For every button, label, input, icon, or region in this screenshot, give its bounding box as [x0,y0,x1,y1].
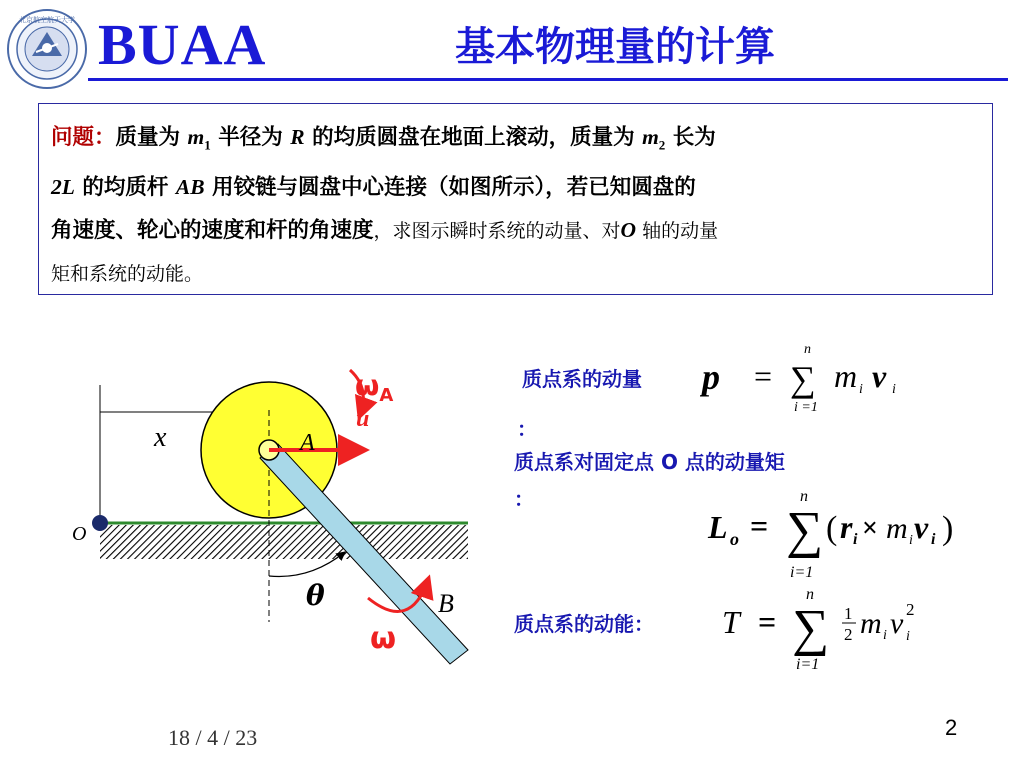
svg-text:i: i [909,533,913,548]
svg-text:L: L [708,509,728,545]
svg-text:(: ( [826,510,838,547]
problem-line-2: 2L 的均质杆 AB 用铰链与圆盘中心连接（如图所示），若已知圆盘的 [51,175,696,201]
svg-text:=: = [750,508,769,544]
formula-block [700,335,960,685]
svg-text:i: i [931,531,936,548]
svg-text:∑: ∑ [790,359,816,399]
svg-text:): ) [942,510,954,547]
svg-text:=: = [754,358,773,394]
momentum-colon: ： [517,417,537,441]
label-u: u [356,406,370,432]
svg-text:2: 2 [844,625,853,644]
svg-text:v: v [872,358,887,394]
label-omega: ω [370,621,397,656]
slide-title: 基本物理量的计算 [455,24,775,70]
svg-text:r: r [840,509,853,545]
label-b: B [438,589,454,618]
svg-text:i: i [892,382,896,397]
svg-text:m: m [834,358,858,394]
svg-text:∑: ∑ [792,600,830,657]
svg-text:T: T [722,604,740,640]
label-a: A [300,430,315,456]
svg-text:i: i [853,531,858,548]
momentum-label: 质点系的动量 [522,367,642,391]
label-theta: θ [306,579,325,612]
angular-momentum-colon: ： [514,487,534,511]
svg-text:n: n [800,488,808,505]
label-o: O [72,523,87,545]
svg-text:v: v [890,607,904,640]
label-x: x [154,422,167,453]
momentum-formula [700,342,896,415]
svg-text:∑: ∑ [786,502,824,559]
svg-text:n: n [806,586,814,603]
svg-text:o: o [730,529,739,549]
svg-text:×: × [862,513,878,544]
svg-text:n: n [804,342,811,357]
university-seal-logo [6,8,88,90]
kinetic-energy-label: 质点系的动能： [514,612,654,636]
page-number: 2 [945,715,958,740]
angular-momentum-formula [707,488,953,581]
problem-line-4: 矩和系统的动能。 [51,263,204,286]
problem-line-3: 角速度、轮心的速度和杆的角速度，求图示瞬时系统的动量、对O 轴的动量 [51,218,719,244]
svg-text:i: i [859,382,863,397]
angular-momentum-label: 质点系对固定点 O 点的动量矩 [514,450,785,474]
svg-text:2: 2 [906,600,915,619]
brand-title: BUAA [98,12,267,77]
svg-text:i: i [906,629,910,644]
svg-text:i =1: i =1 [794,400,818,415]
kinetic-energy-formula [722,586,915,673]
svg-text:北京航空航天大学: 北京航空航天大学 [19,16,75,24]
svg-text:i: i [883,628,887,643]
problem-label: 问题： [51,125,116,150]
ground-hatch [100,525,468,559]
svg-text:i=1: i=1 [790,564,814,581]
svg-text:m: m [860,607,882,640]
disk-rod-diagram [70,340,490,680]
footer-date: 18 / 4 / 23 [168,725,258,750]
svg-text:p: p [702,357,720,397]
point-o [92,515,108,531]
header-divider [88,78,1008,81]
problem-line-1: 问题：质量为 $m_1$ 半径为 R 的均质圆盘在地面上滚动，质量为 $m_2$ 长为 [51,125,716,153]
svg-text:v: v [914,509,929,545]
svg-text:i=1: i=1 [796,656,820,673]
svg-text:m: m [886,512,908,545]
label-omega-a: $\omega_A$ [355,369,394,406]
problem-box [38,103,993,295]
svg-text:=: = [758,604,777,640]
svg-text:1: 1 [844,604,853,623]
